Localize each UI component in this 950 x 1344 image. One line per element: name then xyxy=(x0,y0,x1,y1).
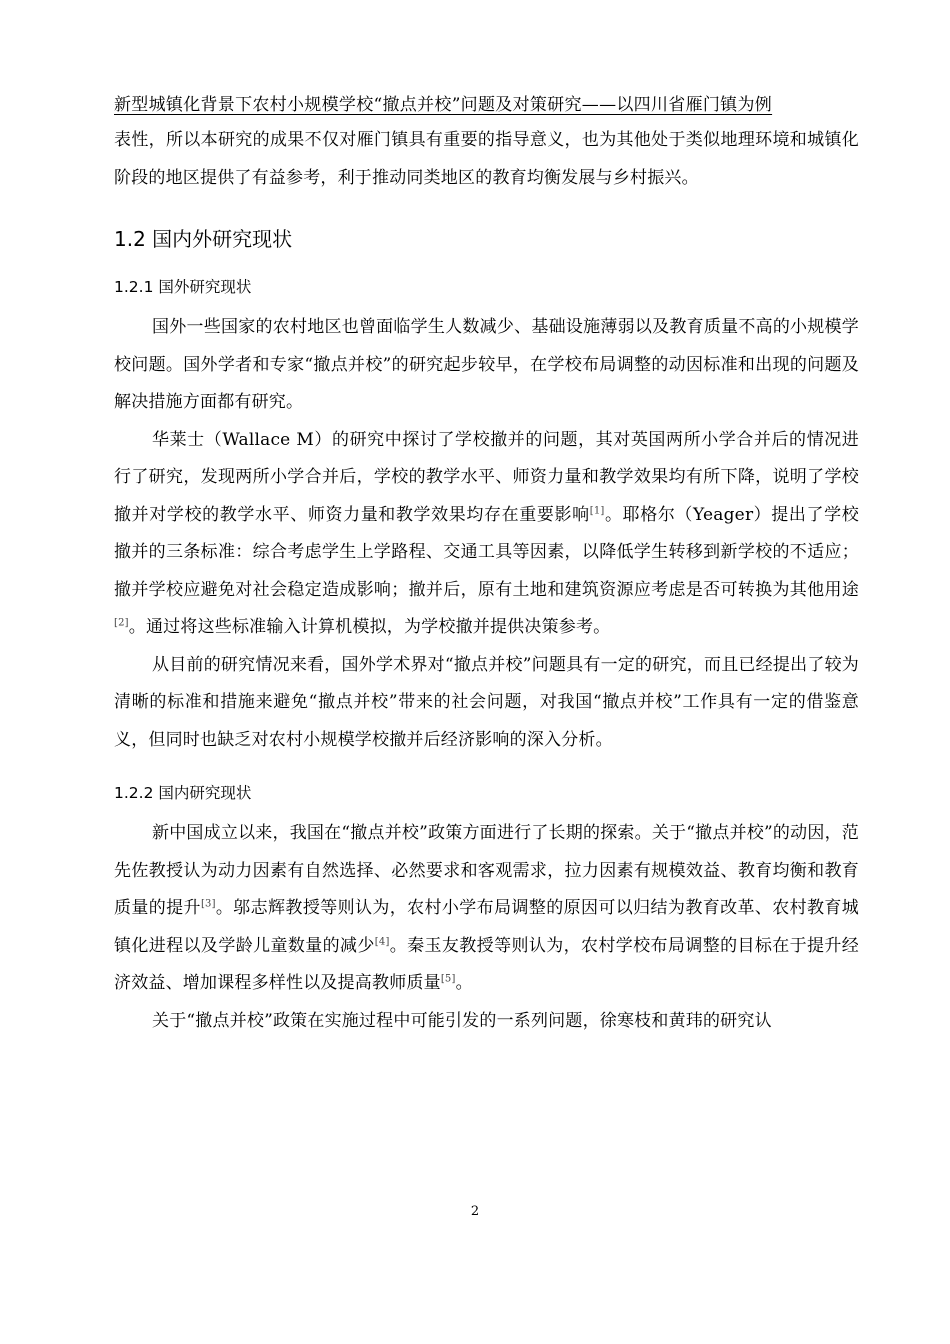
citation-ref-2: [2] xyxy=(114,617,129,629)
foreign-research-paragraph-3: 从目前的研究情况来看，国外学术界对“撤点并校”问题具有一定的研究，而且已经提出了较为清晰的标准和措施来避免“撤点并校”带来的社会问题，对我国“撤点并校”工作具有一定的借鉴意义，但同时也缺乏对农村小规模学校撤并后经济影响的深入分析。 xyxy=(114,654,859,750)
section-heading-1-2-1: 1.2.1 国外研究现状 xyxy=(114,278,252,296)
page-number: 2 xyxy=(470,1204,480,1219)
paragraph-text: 新中国成立以来，我国在“撤点并校”政策方面进行了长期的探索。关于“撤点并校”的动因，范先佐教授认为动力因素有自然选择、必然要求和客观需求，拉力因素有规模效益、教育均衡和教育质量的提升 xyxy=(114,823,859,918)
paragraph-text: 。通过将这些标准输入计算机模拟，为学校撤并提供决策参考。 xyxy=(128,617,611,637)
document-page xyxy=(114,88,859,1040)
citation-ref-4: [4] xyxy=(374,935,390,947)
running-header: 新型城镇化背景下农村小规模学校“撤点并校”问题及对策研究——以四川省雁门镇为例 xyxy=(114,95,773,115)
paragraph-text: 华莱士（Wallace M）的研究中探讨了学校撤并的问题，其对英国两所小学合并后的情况进行了研究，发现两所小学合并后，学校的教学水平、师资力量和教学效果均有所下降，说明了学校撤并对学校的教学水平、师资力量和教学效果均存在重要影响 xyxy=(114,429,859,525)
paragraph-text: 。 xyxy=(455,973,473,993)
section-heading-1-2: 1.2 国内外研究现状 xyxy=(114,227,293,251)
paragraph-text: 。秦玉友教授等则认为，农村学校布局调整的目标在于提升经济效益、增加课程多样性以及提高教师质量 xyxy=(114,935,859,993)
intro-paragraph: 表性，所以本研究的成果不仅对雁门镇具有重要的指导意义，也为其他处于类似地理环境和城镇化阶段的地区提供了有益参考，利于推动同类地区的教育均衡发展与乡村振兴。 xyxy=(114,130,859,188)
domestic-research-paragraph-2: 关于“撤点并校”政策在实施过程中可能引发的一系列问题，徐寒枝和黄玮的研究认 xyxy=(152,1010,772,1031)
citation-ref-1: [1] xyxy=(589,504,605,516)
citation-ref-3: [3] xyxy=(200,898,216,910)
paragraph-text: 。邬志辉教授等则认为，农村小学布局调整的原因可以归结为教育改革、农村教育城镇化进程以及学龄儿童数量的减少 xyxy=(114,898,859,956)
foreign-research-paragraph-2 xyxy=(114,422,859,647)
citation-ref-5: [5] xyxy=(440,973,456,985)
paragraph-text: 。耶格尔（Yeager）提出了学校撤并的三条标准：综合考虑学生上学路程、交通工具等因素，以降低学生转移到新学校的不适应；撤并学校应避免对社会稳定造成影响；撤并后，原有土地和建筑资源应考虑是否可转换为其他用途 xyxy=(114,504,859,600)
domestic-research-paragraph-1 xyxy=(114,815,859,1003)
section-heading-1-2-2: 1.2.2 国内研究现状 xyxy=(114,784,252,802)
foreign-research-paragraph-1: 国外一些国家的农村地区也曾面临学生人数减少、基础设施薄弱以及教育质量不高的小规模学校问题。国外学者和专家“撤点并校”的研究起步较早，在学校布局调整的动因标准和出现的问题及解决措施方面都有研究。 xyxy=(114,317,859,412)
